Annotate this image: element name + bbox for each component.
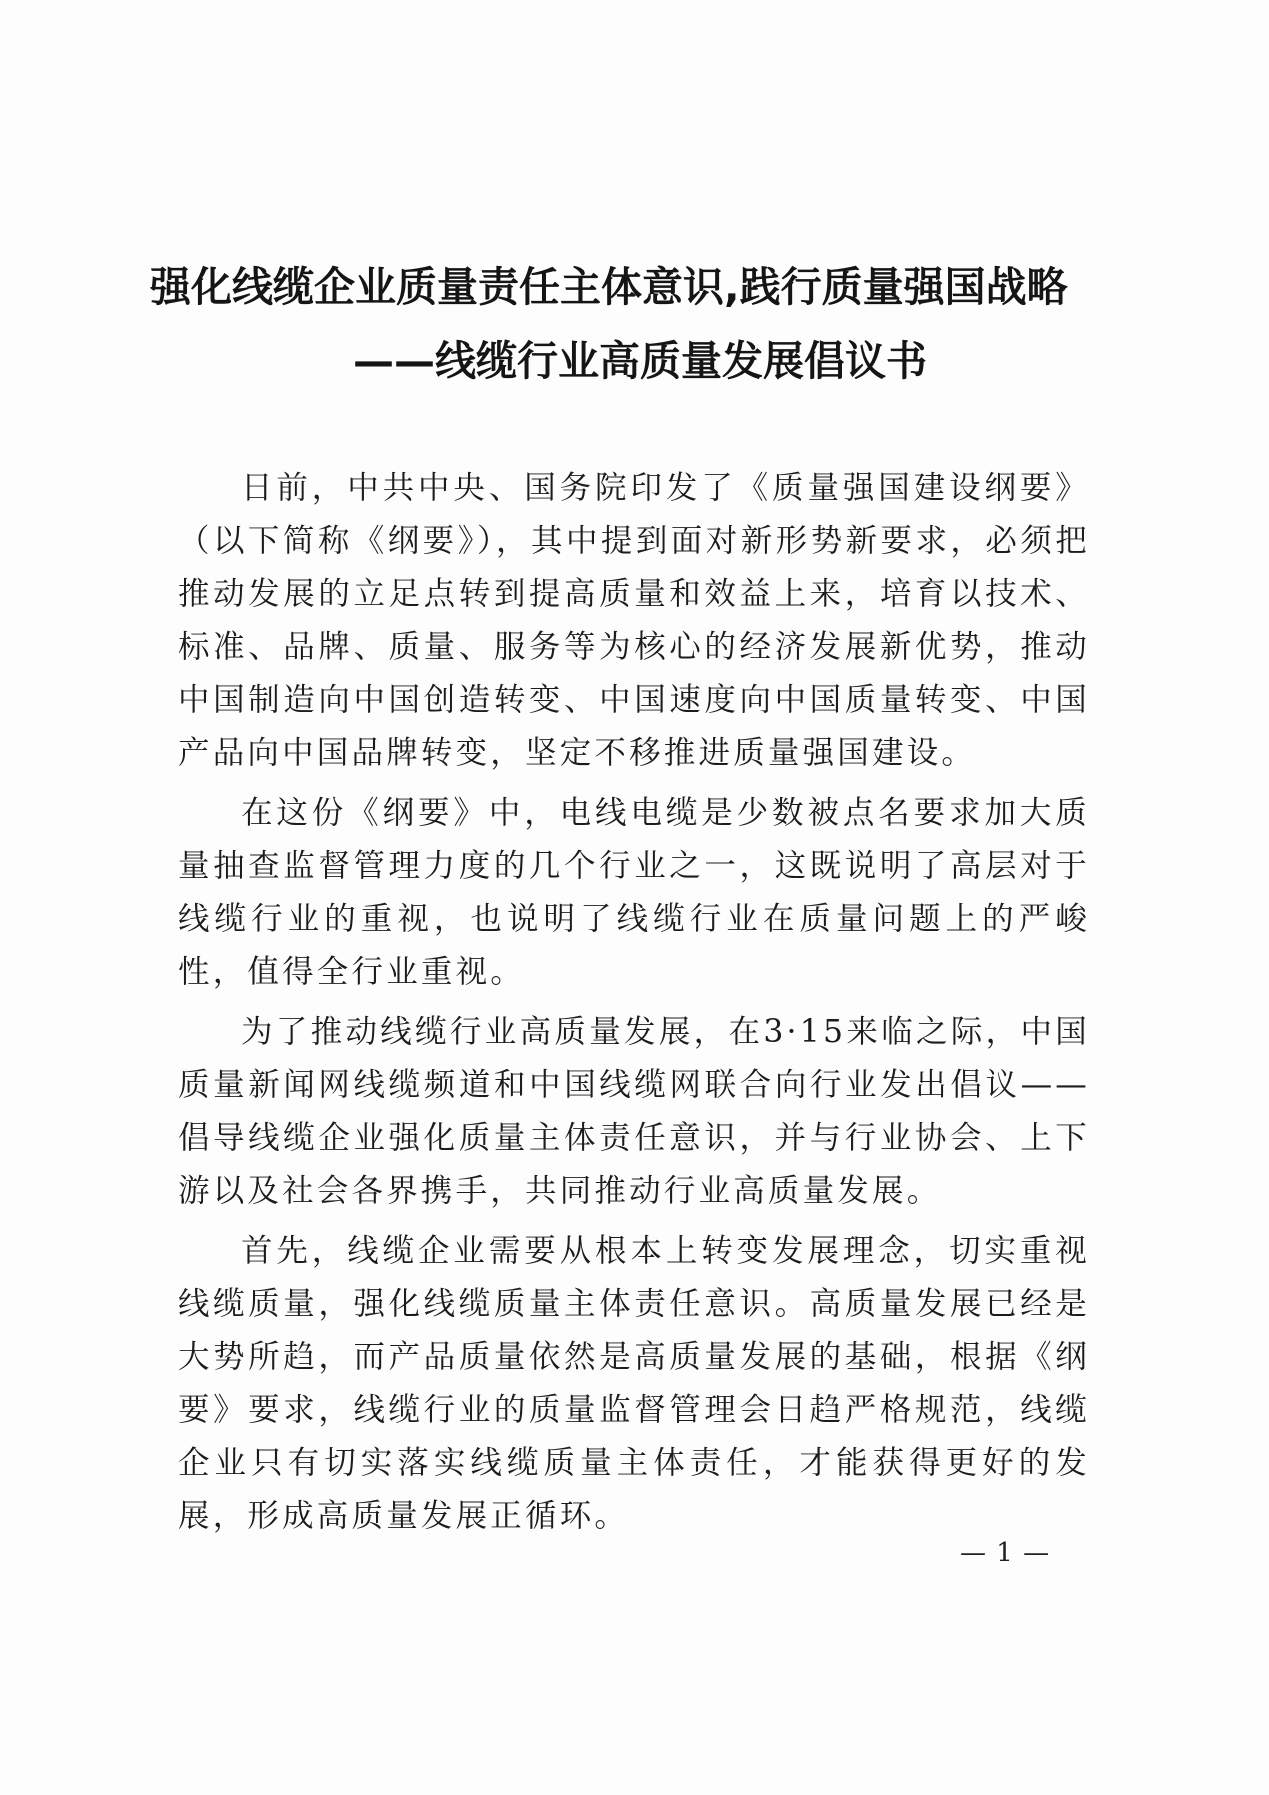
paragraph-4: 首先，线缆企业需要从根本上转变发展理念，切实重视线缆质量，强化线缆质量主体责任意识。高质量发展已经是大势所趋，而产品质量依然是高质量发展的基础，根据《纲要》要求，线缆行业的质量监督管理会日趋严格规范，线缆企业只有切实落实线缆质量主体责任，才能获得更好的发展，形成高质量发展正循环。 [178, 1233, 1090, 1534]
title-block [150, 250, 1120, 398]
page-number: — 1 — [960, 1538, 1051, 1568]
paragraph-3: 为了推动线缆行业高质量发展，在3·15来临之际，中国质量新闻网线缆频道和中国线缆网联合向行业发出倡议——倡导线缆企业强化质量主体责任意识，并与行业协会、上下游以及社会各界携手，共同推动行业高质量发展。 [178, 1014, 1090, 1209]
paragraph-2: 在这份《纲要》中，电线电缆是少数被点名要求加大质量抽查监督管理力度的几个行业之一，这既说明了高层对于线缆行业的重视，也说明了线缆行业在质量问题上的严峻性，值得全行业重视。 [178, 795, 1090, 990]
page-title: 强化线缆企业质量责任主体意识,践行质量强国战略 [150, 263, 1068, 311]
body-text [178, 462, 1090, 1550]
page-subtitle: ——线缆行业高质量发展倡议书 [353, 337, 927, 385]
paragraph-1: 日前，中共中央、国务院印发了《质量强国建设纲要》（以下简称《纲要》），其中提到面对新形势新要求，必须把推动发展的立足点转到提高质量和效益上来，培育以技术、标准、品牌、质量、服务等为核心的经济发展新优势，推动中国制造向中国创造转变、中国速度向中国质量转变、中国产品向中国品牌转变，坚定不移推进质量强国建设。 [178, 470, 1090, 771]
